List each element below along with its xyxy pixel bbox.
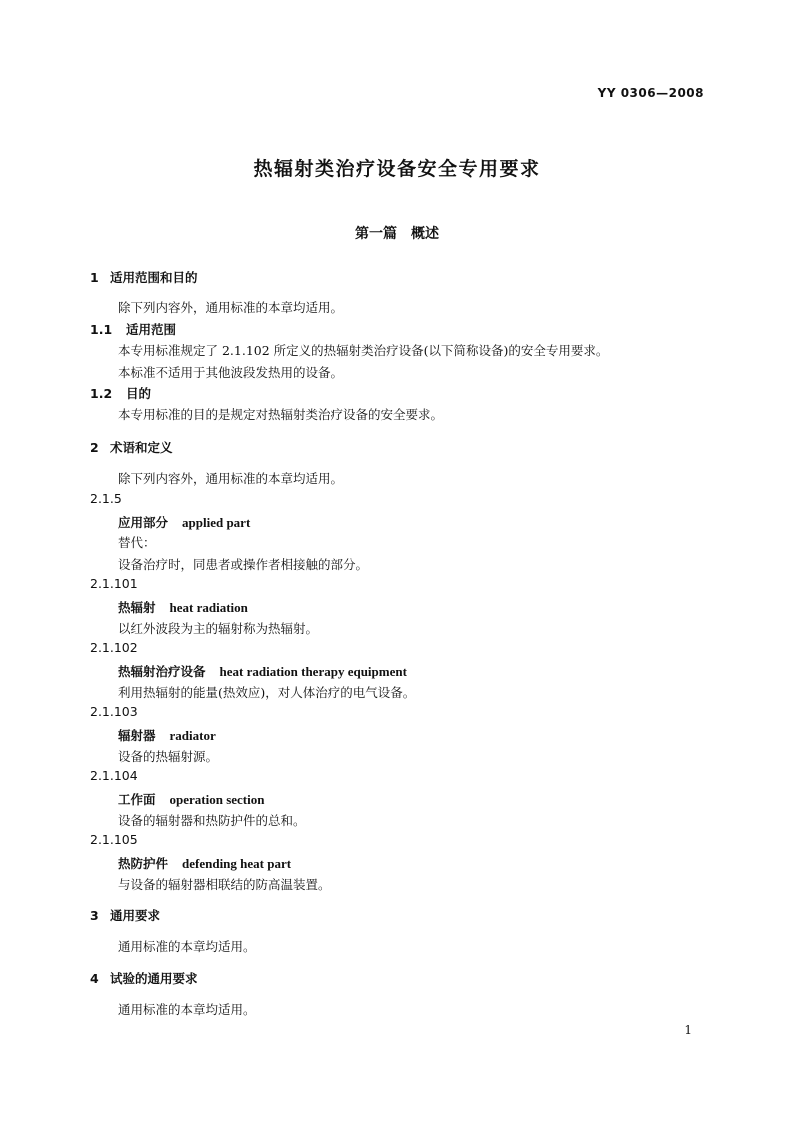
term-definition: 与设备的辐射器相联结的防高温装置。 <box>118 877 331 892</box>
term-definition: 设备治疗时，同患者或操作者相接触的部分。 <box>118 557 369 572</box>
term-heading <box>118 512 250 531</box>
term-heading <box>118 789 264 808</box>
section-title: 目的 <box>126 386 152 401</box>
term-chinese: 热防护件 <box>118 856 169 871</box>
term-english: defending heat part <box>182 856 292 871</box>
section-title: 适用范围 <box>126 322 177 337</box>
term-chinese: 热辐射 <box>118 600 156 615</box>
term-chinese: 热辐射治疗设备 <box>118 664 206 679</box>
section-1-text: 除下列内容外，通用标准的本章均适用。 <box>118 300 344 315</box>
term-definition: 设备的热辐射源。 <box>118 749 219 764</box>
page-number: 1 <box>684 1023 692 1037</box>
section-4-text: 通用标准的本章均适用。 <box>118 1002 256 1017</box>
section-number: 4 <box>90 971 99 986</box>
term-number: 2.1.101 <box>90 576 138 591</box>
term-number: 2.1.105 <box>90 832 138 847</box>
term-definition: 以红外波段为主的辐射称为热辐射。 <box>118 621 319 636</box>
section-1-2-text: 本专用标准的目的是规定对热辐射类治疗设备的安全要求。 <box>118 407 444 422</box>
term-number: 2.1.104 <box>90 768 138 783</box>
section-title: 术语和定义 <box>110 440 173 455</box>
section-number: 1.2 <box>90 386 113 401</box>
section-4-heading <box>90 969 198 987</box>
term-note: 替代： <box>118 535 156 550</box>
term-english: radiator <box>169 728 216 743</box>
section-1-heading <box>90 268 198 286</box>
term-heading <box>118 661 407 680</box>
section-1-1-line-1: 本专用标准规定了 2.1.102 所定义的热辐射类治疗设备(以下简称设备)的安全专用要求。 <box>118 343 609 358</box>
term-heading <box>118 597 248 616</box>
section-3-heading <box>90 906 160 924</box>
term-definition: 利用热辐射的能量(热效应)，对人体治疗的电气设备。 <box>118 685 416 700</box>
section-number: 3 <box>90 908 99 923</box>
term-heading <box>118 853 291 872</box>
section-number: 1 <box>90 270 99 285</box>
section-number: 2 <box>90 440 99 455</box>
term-heading <box>118 725 216 744</box>
section-1-1-heading <box>90 320 176 338</box>
section-title: 适用范围和目的 <box>110 270 198 285</box>
term-chinese: 工作面 <box>118 792 156 807</box>
term-english: applied part <box>182 515 251 530</box>
section-2-text: 除下列内容外，通用标准的本章均适用。 <box>118 471 344 486</box>
term-english: operation section <box>169 792 265 807</box>
section-1-1-line-2: 本标准不适用于其他波段发热用的设备。 <box>118 365 344 380</box>
section-3-text: 通用标准的本章均适用。 <box>118 939 256 954</box>
section-title: 通用要求 <box>110 908 161 923</box>
term-number: 2.1.102 <box>90 640 138 655</box>
section-number: 1.1 <box>90 322 113 337</box>
term-chinese: 辐射器 <box>118 728 156 743</box>
term-english: heat radiation <box>169 600 248 615</box>
part-title: 第一篇 概述 <box>355 226 439 242</box>
section-1-2-heading <box>90 384 151 402</box>
term-definition: 设备的辐射器和热防护件的总和。 <box>118 813 306 828</box>
section-title: 试验的通用要求 <box>110 971 198 986</box>
term-chinese: 应用部分 <box>118 515 169 530</box>
document-title: 热辐射类治疗设备安全专用要求 <box>253 158 541 180</box>
section-2-heading <box>90 438 173 456</box>
document-code: YY 0306—2008 <box>597 86 704 100</box>
term-number: 2.1.5 <box>90 491 122 506</box>
term-number: 2.1.103 <box>90 704 138 719</box>
term-english: heat radiation therapy equipment <box>219 664 407 679</box>
